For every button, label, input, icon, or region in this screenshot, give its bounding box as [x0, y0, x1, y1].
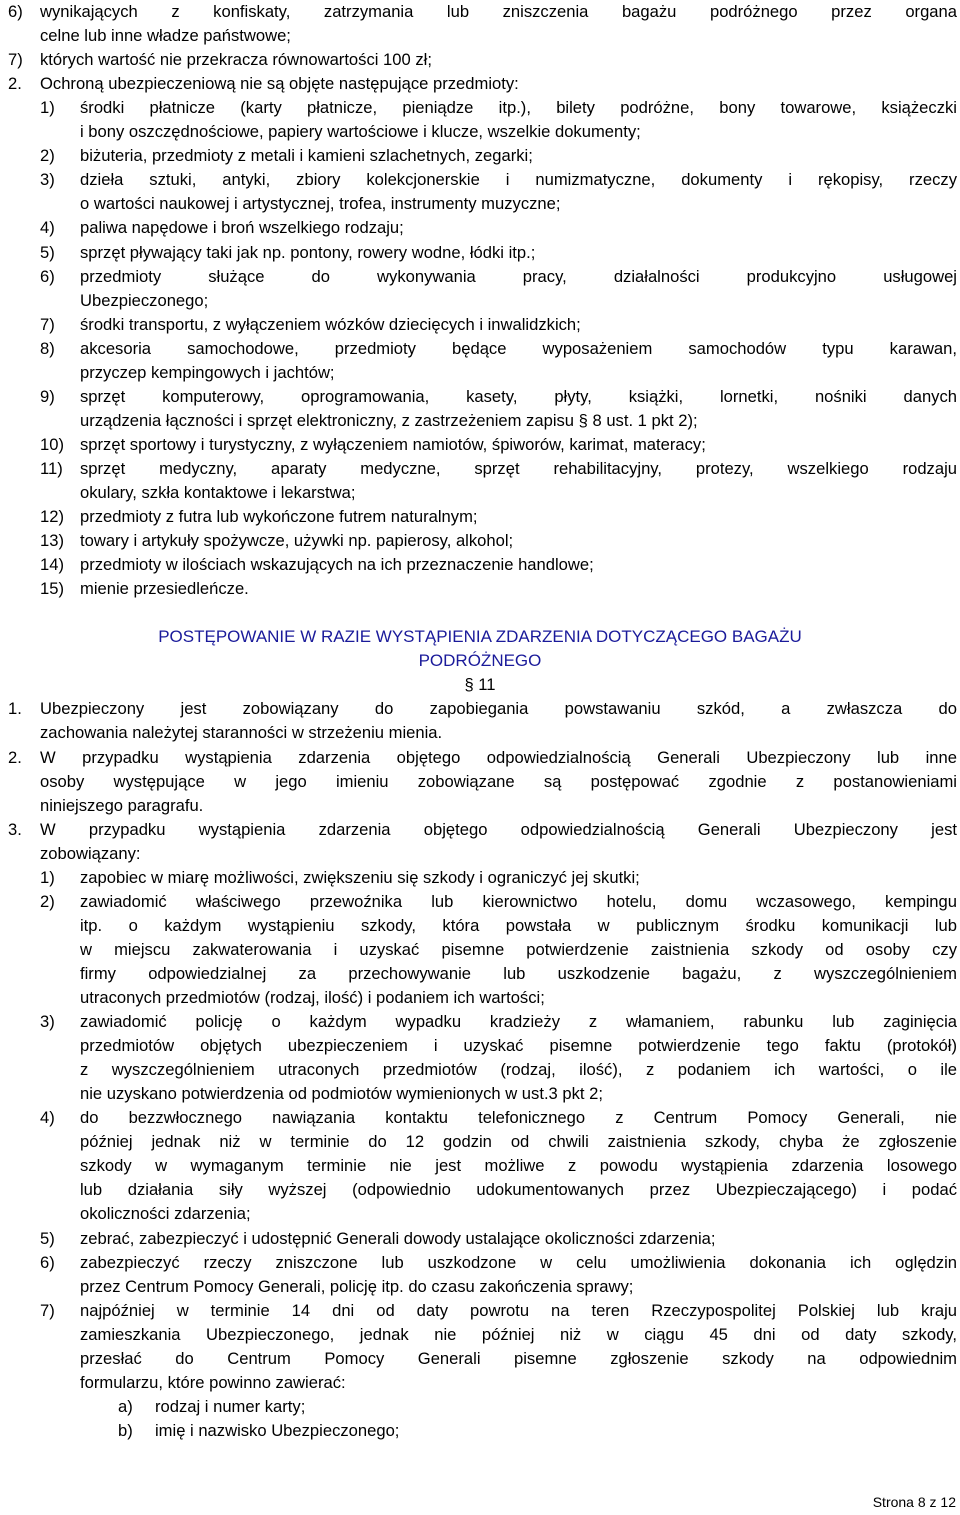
list-item-line: paliwa napędowe i broń wszelkiego rodzaju;: [80, 218, 404, 238]
list-number: 3): [40, 1012, 55, 1032]
section-title-continued: PODRÓŻNEGO: [418, 651, 542, 671]
list-number: 3.: [8, 819, 22, 839]
list-item-line: towary i artykuły spożywcze, używki np. papierosy, alkohol;: [80, 531, 514, 551]
list-number: 2): [40, 891, 55, 911]
list-item-line: zawiadomić właściwego przewoźnika lub kierownictwo hotelu, domu wczasowego, kempingu: [80, 891, 957, 911]
list-item-line: przesłać do Centrum Pomocy Generali pisemne zgłoszenie szkody na odpowiednim: [80, 1348, 957, 1368]
list-number: a): [118, 1396, 133, 1416]
list-number: 1): [40, 867, 55, 887]
list-item-line: środki transportu, z wyłączeniem wózków dziecięcych i inwalidzkich;: [80, 314, 581, 334]
list-number: 12): [40, 507, 64, 527]
list-number: 15): [40, 579, 64, 599]
list-number: 1): [40, 98, 55, 118]
list-number: b): [118, 1420, 133, 1440]
list-item-line: szkody w wymaganym terminie nie jest możliwe z powodu wystąpienia zdarzenia losowego: [80, 1156, 957, 1176]
list-item-line: zobowiązany:: [40, 843, 141, 863]
list-item-line: sprzęt komputerowy, oprogramowania, kasety, płyty, książki, lornetki, nośniki danych: [80, 386, 957, 406]
list-number: 2.: [8, 747, 22, 767]
list-number: 5): [40, 242, 55, 262]
list-item-line: firmy odpowiedzialnej za przechowywanie lub uszkodzenie bagażu, z wyszczególnieniem: [80, 963, 957, 983]
list-item-line: W przypadku wystąpienia zdarzenia objętego odpowiedzialnością Generali Ubezpieczony lub inne: [40, 747, 957, 767]
list-number: 2.: [8, 74, 22, 94]
sub-list-item: imię i nazwisko Ubezpieczonego;: [155, 1420, 400, 1440]
list-number: 13): [40, 531, 64, 551]
section-title: POSTĘPOWANIE W RAZIE WYSTĄPIENIA ZDARZENIA DOTYCZĄCEGO BAGAŻU: [158, 627, 802, 647]
list-item-line: zabezpieczyć rzeczy zniszczone lub uszkodzone w celu umożliwienia dokonania ich oględzin: [80, 1252, 957, 1272]
list-number: 3): [40, 170, 55, 190]
list-number: 7): [8, 50, 23, 70]
list-item-line: urządzenia łączności i sprzęt elektroniczny, z zastrzeżeniem zapisu § 8 ust. 1 pkt 2);: [80, 410, 698, 430]
list-number: 5): [40, 1228, 55, 1248]
page-number: Strona 8 z 12: [872, 1494, 956, 1510]
list-item-line: zawiadomić policję o każdym wypadku kradzieży z włamaniem, rabunku lub zaginięcia: [80, 1012, 957, 1032]
list-item-line: i bony oszczędnościowe, papiery wartościowe i klucze, wszelkie dokumenty;: [80, 122, 641, 142]
list-item-line: zamieszkania Ubezpieczonego, jednak nie później niż w ciągu 45 dni od daty szkody,: [80, 1324, 957, 1344]
list-item-line: przez Centrum Pomocy Generali, policję itp. do czasu zakończenia sprawy;: [80, 1276, 634, 1296]
list-item-line: przedmioty z futra lub wykończone futrem naturalnym;: [80, 507, 478, 527]
list-item-line: z wyszczególnieniem utraconych przedmiotów (rodzaj, ilość), z podaniem ich wartości, o ile: [80, 1060, 957, 1080]
list-number: 4): [40, 1108, 55, 1128]
list-item-line: do bezzwłocznego nawiązania kontaktu telefonicznego z Centrum Pomocy Generali, nie: [80, 1108, 957, 1128]
list-item-line: których wartość nie przekracza równowartości 100 zł;: [40, 50, 432, 70]
list-number: 14): [40, 555, 64, 575]
list-item-line: w miejscu zakwaterowania i uzyskać pisemne potwierdzenie zaistnienia szkody od osoby czy: [80, 939, 957, 959]
paragraph-number: § 11: [464, 675, 496, 695]
list-item-line: Ubezpieczony jest zobowiązany do zapobiegania powstawaniu szkód, a zwłaszcza do: [40, 699, 957, 719]
list-item-line: przedmioty w ilościach wskazujących na ich przeznaczenie handlowe;: [80, 555, 594, 575]
list-item-line: przyczep kempingowych i jachtów;: [80, 362, 335, 382]
list-item-line: biżuteria, przedmioty z metali i kamieni szlachetnych, zegarki;: [80, 146, 533, 166]
list-item-line: W przypadku wystąpienia zdarzenia objętego odpowiedzialnością Generali Ubezpieczony jest: [40, 819, 957, 839]
list-item-line: o wartości naukowej i artystycznej, trofea, instrumenty muzyczne;: [80, 194, 561, 214]
list-item-line: wynikających z konfiskaty, zatrzymania lub zniszczenia bagażu podróżnego przez organa: [40, 2, 957, 21]
list-item-line: akcesoria samochodowe, przedmioty będące wyposażeniem samochodów typu karawan,: [80, 338, 957, 358]
list-number: 11): [40, 458, 63, 478]
list-number: 7): [40, 314, 55, 334]
list-item-line: zapobiec w miarę możliwości, zwiększeniu się szkody i ograniczyć jej skutki;: [80, 867, 640, 887]
list-item-line: formularzu, które powinno zawierać:: [80, 1372, 346, 1392]
list-item-line: itp. o każdym wystąpieniu szkody, która powstała w publicznym środku komunikacji lub: [80, 915, 957, 935]
sub-list-item: rodzaj i numer karty;: [155, 1396, 306, 1416]
list-item-line: osoby występujące w jego imieniu zobowiązane są postępować zgodnie z postanowieniami: [40, 771, 957, 791]
list-item-line: zebrać, zabezpieczyć i udostępnić Generali dowody ustalające okoliczności zdarzenia;: [80, 1228, 716, 1248]
list-item-line: sprzęt pływający taki jak np. pontony, rowery wodne, łódki itp.;: [80, 242, 536, 262]
list-item-line: przedmiotów objętych ubezpieczeniem i uzyskać pisemne potwierdzenie tego faktu (protokół): [80, 1036, 957, 1056]
list-number: 9): [40, 386, 55, 406]
list-item-line: nie uzyskano potwierdzenia od podmiotów wymienionych w ust.3 pkt 2;: [80, 1084, 603, 1104]
list-item-line: przedmioty służące do wykonywania pracy, działalności produkcyjno usługowej: [80, 266, 957, 286]
list-item-line: środki płatnicze (karty płatnicze, pieniądze itp.), bilety podróżne, bony towarowe, książeczki: [80, 98, 957, 118]
list-item-line: celne lub inne władze państwowe;: [40, 26, 291, 46]
list-number: 1.: [8, 699, 22, 719]
list-item-line: zachowania należytej staranności w strzeżeniu mienia.: [40, 723, 443, 743]
list-item-line: później jednak niż w terminie do 12 godzin od chwili zaistnienia szkody, chyba że zgłoszenie: [80, 1132, 957, 1152]
list-number: 6): [8, 2, 23, 21]
list-number: 10): [40, 434, 64, 454]
list-item-line: sprzęt sportowy i turystyczny, z wyłączeniem namiotów, śpiworów, karimat, materacy;: [80, 434, 706, 454]
list-number: 2): [40, 146, 55, 166]
list-item-line: mienie przesiedleńcze.: [80, 579, 249, 599]
list-number: 6): [40, 1252, 55, 1272]
list-number: 7): [40, 1300, 55, 1320]
list-item-line: Ubezpieczonego;: [80, 290, 209, 310]
list-number: 4): [40, 218, 55, 238]
list-item-line: okulary, szkła kontaktowe i lekarstwa;: [80, 483, 356, 502]
paragraph-intro: Ochroną ubezpieczeniową nie są objęte następujące przedmioty:: [40, 74, 519, 94]
list-item-line: okoliczności zdarzenia;: [80, 1204, 251, 1224]
list-item-line: niniejszego paragrafu.: [40, 795, 204, 815]
list-item-line: dzieła sztuki, antyki, zbiory kolekcjonerskie i numizmatyczne, dokumenty i rękopisy, rzeczy: [80, 170, 957, 190]
list-item-line: sprzęt medyczny, aparaty medyczne, sprzęt rehabilitacyjny, protezy, wszelkiego rodzaju: [80, 458, 957, 478]
list-number: 6): [40, 266, 55, 286]
list-number: 8): [40, 338, 55, 358]
list-item-line: utraconych przedmiotów (rodzaj, ilość) i podaniem ich wartości;: [80, 988, 545, 1007]
list-item-line: lub działania siły wyższej (odpowiednio udokumentowanych przez Ubezpieczającego) i podać: [80, 1180, 957, 1200]
list-item-line: najpóźniej w terminie 14 dni od daty powrotu na teren Rzeczypospolitej Polskiej lub kraju: [80, 1300, 957, 1320]
